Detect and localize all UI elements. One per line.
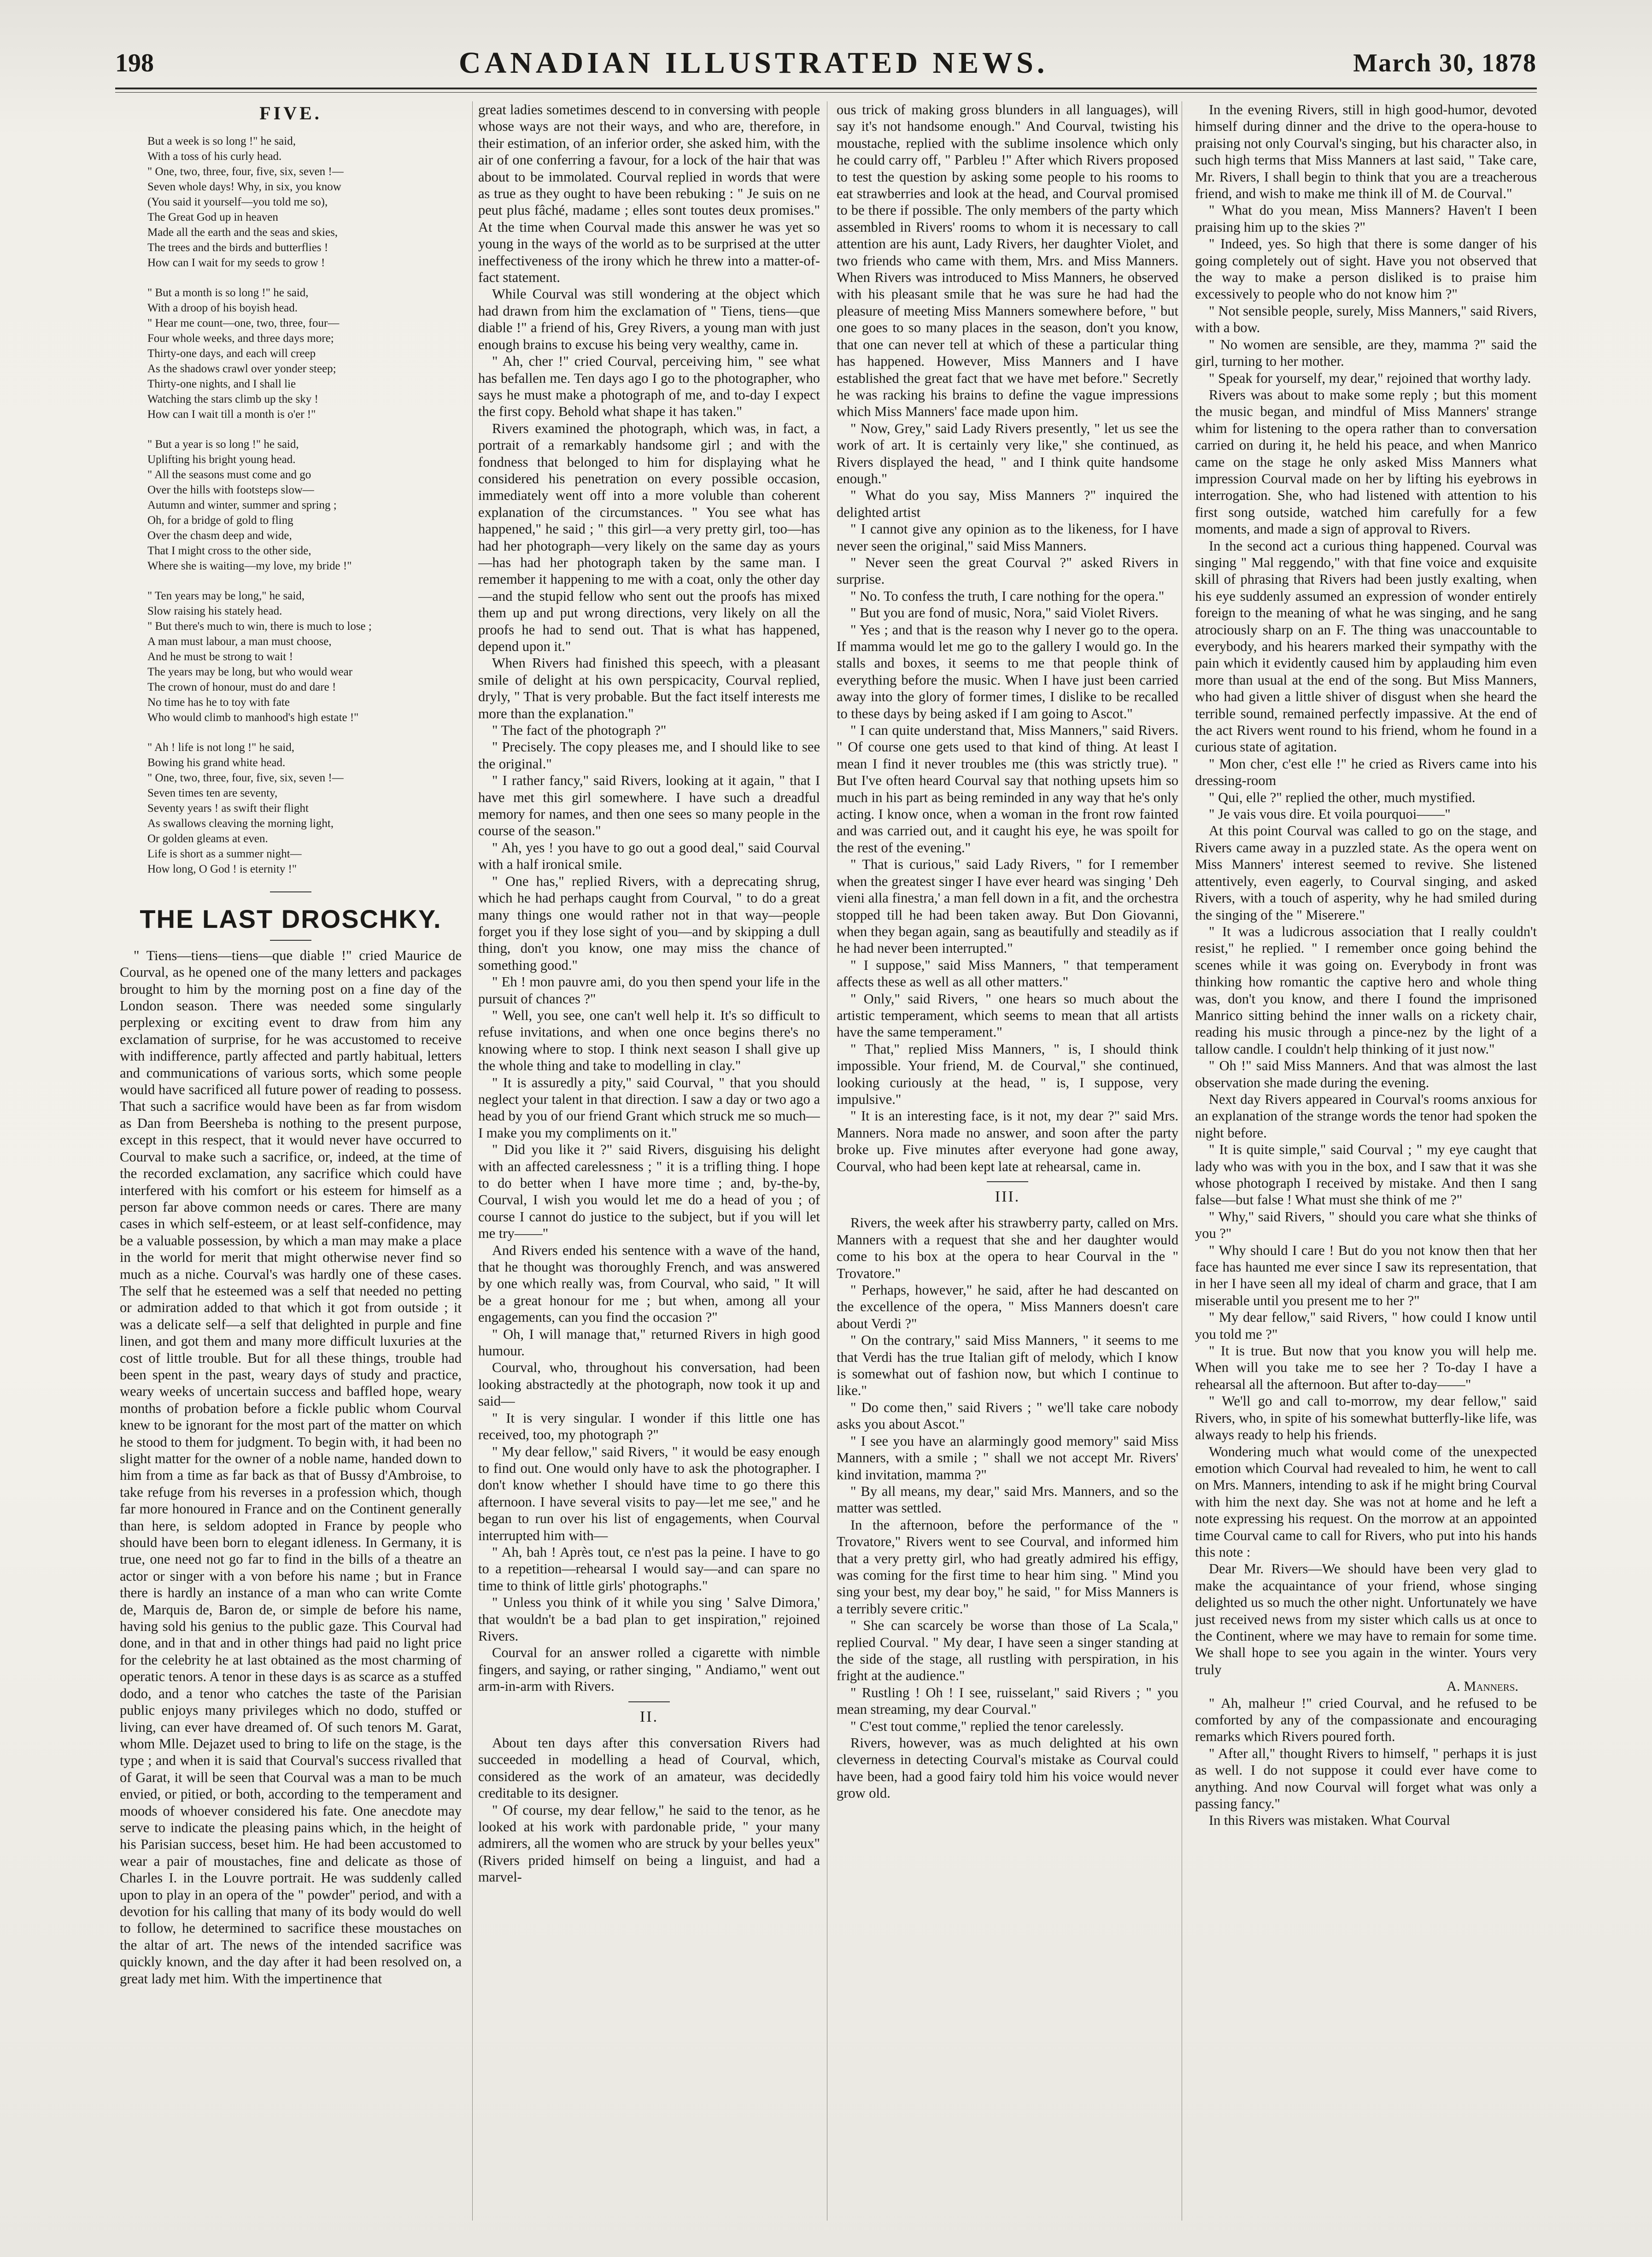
paragraph: " The fact of the photograph ?" [492, 722, 667, 739]
paragraph: " It is quite simple," said Courval ; " my eye caught that lady who was with you in the box, and I saw that it was she whose photograph I received by mistake. And then I sang false—but false ! What must she think of me ?" [1195, 1142, 1537, 1208]
paragraph: " What do you mean, Miss Manners? Haven't I been praising him up to the skies ?" [1195, 202, 1537, 235]
paragraph: " Why should I care ! But do you not know then that her face has haunted me ever since I saw its representation, that in her I have seen all my ideal of charm and grace, that I am miserable until you present me to her ?" [1195, 1242, 1537, 1308]
paragraph: " I cannot give any opinion as to the likeness, for I have never seen the original," said Miss Manners. [837, 521, 1178, 554]
paragraph: About ten days after this conversation Rivers had succeeded in modelling a head of Courval, which, considered as the work of an amateur, was decidedly creditable to its designer. [478, 1735, 820, 1801]
paragraph: great ladies sometimes descend to in conversing with people whose ways are not their ways, and who are, therefore, in their estimation, of an inferior order, she asked him, with the air of one conferring a favour, for a lock of the hair that was about to be immolated. Courval replied in words that were as true as they ought to have been rebuking : " Je suis on ne peut plus fâché, madame ; elles sont toutes deux promises." At the time when Courval made this answer he was yet so young in the ways of the world as to be surprised at the utter ineffectiveness of the irony which he threw into a matter-of-fact statement. [478, 102, 820, 286]
paragraph: " Oh !" said Miss Manners. And that was almost the last observation she made during the evening. [1195, 1058, 1537, 1090]
column-4 [1195, 101, 1537, 2221]
paragraph: " Only," said Rivers, " one hears so much about the artistic temperament, which seems to mean that all artists have the same temperament." [837, 991, 1178, 1040]
column-1 [120, 101, 462, 2221]
poem-stanza: " Ten years may be long," he said, Slow raising his stately head. " But there's much to win, there is much to lose ; A man must labour, a man must choose, And he must be strong to wait ! The years may be long, but who would wear The crown of honour, must do and dare ! No time has he to toy with fate Who would climb to manhood's high estate !" [147, 590, 372, 724]
paragraph: " Ah, bah ! Après tout, ce n'est pas la peine. I have to go to a repetition—rehearsal I would say—and can spare no time to think of little girls' photographs." [478, 1544, 820, 1594]
paragraph: In the evening Rivers, still in high good-humor, devoted himself during dinner and the drive to the opera-house to praising not only Courval's singing, but his character also, in such high terms that Miss Manners at last said, " Take care, Mr. Rivers, I shall begin to think that you are a treacherous friend, and wish to make me think ill of M. de Courval." [1195, 102, 1537, 202]
issue-date: March 30, 1878 [1353, 49, 1537, 77]
paragraph: " Not sensible people, surely, Miss Manners," said Rivers, with a bow. [1195, 303, 1537, 336]
paragraph: " Ah, yes ! you have to go out a good deal," said Courval with a half ironical smile. [478, 839, 820, 873]
paragraph: While Courval was still wondering at the object which had drawn from him the exclamation of " Tiens, tiens—que diable !" a friend of his, Grey Rivers, a young man with just enough brains to excuse his being very wealthy, came in. [478, 286, 820, 352]
paragraph: Rivers examined the photograph, which was, in fact, a portrait of a remarkably handsome girl ; and with the fondness that belonged to him for displaying what he considered his penetration on every possible occasion, immediately went off into a more voluble than coherent explanation of the circumstances. " You see what has happened," he said ; " this girl—a very pretty girl, too—has had her photograph—very likely on the same day as yours—has had her photograph taken by the same man. I remember it happening to me with a coat, only the other day—and the stupid fellow who sent out the proofs has mixed them up and put wrong directions, very likely on all the proofs he had to send out. That is what has happened, depend upon it." [478, 420, 820, 654]
paragraph: " It is an interesting face, is it not, my dear ?" said Mrs. Manners. Nora made no answer, and soon after the party broke up. Five minutes after everyone had gone away, Courval, who had been kept late at rehearsal, came in. [837, 1108, 1178, 1174]
column-2 [478, 101, 820, 2221]
section-heading: II. [639, 1708, 659, 1725]
paragraph: Rivers, however, was as much delighted at his own cleverness in detecting Courval's mistake as Courval could have been, had a good fairy told him his voice would never grow old. [837, 1735, 1178, 1801]
paragraph: " Ah, malheur !" cried Courval, and he refused to be comforted by any of the compassionate and encouraging remarks which Rivers poured forth. [1195, 1695, 1537, 1745]
paragraph: " Perhaps, however," he said, after he had descanted on the excellence of the opera, " Miss Manners doesn't care about Verdi ?" [837, 1282, 1178, 1331]
poem-stanza: " Ah ! life is not long !" he said, Bowing his grand white head. " One, two, three, four, five, six, seven !— Seven times ten are seventy, Seventy years ! as swift their flight As swallows cleaving the morning light, Or golden gleams at even. Life is short as a summer night— How long, O God ! is eternity !" [147, 741, 344, 876]
paragraph: " My dear fellow," said Rivers, " it would be easy enough to find out. One would only have to ask the photographer. I don't know whether I should have time to go there this afternoon. I have several visits to pay—let me see," and he began to run over his list of engagements, when Courval interrupted him with— [478, 1443, 820, 1543]
paragraph: " Eh ! mon pauvre ami, do you then spend your life in the pursuit of chances ?" [478, 974, 820, 1007]
paragraph: " Never seen the great Courval ?" asked Rivers in surprise. [837, 554, 1178, 587]
paragraph: " It is very singular. I wonder if this little one has received, too, my photograph ?" [478, 1410, 820, 1443]
header-rule-thin [115, 92, 1537, 93]
paragraph: Rivers, the week after his strawberry party, called on Mrs. Manners with a request that she and her daughter would come to his box at the opera to hear Courval in the " Trovatore." [837, 1215, 1178, 1281]
paragraph: " I can quite understand that, Miss Manners," said Rivers. " Of course one gets used to that kind of thing. At least I mean I find it never troubles me (this was strictly true). " But I've often heard Courval say that nothing upsets him so much in his part as being reminded in any way that he's only acting. I know once, when a woman in the front row fainted and was carried out, and it caught his eye, he was spoilt for the rest of the evening." [837, 722, 1178, 856]
paragraph: " Of course, my dear fellow," he said to the tenor, as he looked at his work with pardonable pride, " your many admirers, all the women who are struck by your belles yeux" (Rivers prided himself on being a linguist, and had a marvel- [478, 1802, 820, 1885]
paragraph: " On the contrary," said Miss Manners, " it seems to me that Verdi has the true Italian gift of melody, which I know is somewhat out of fashion now, but which I continue to like." [837, 1332, 1178, 1399]
paragraph: " Qui, elle ?" replied the other, much mystified. [1209, 789, 1476, 805]
paragraph: " Unless you think of it while you sing ' Salve Dimora,' that wouldn't be a bad plan to get inspiration," rejoined Rivers. [478, 1595, 820, 1644]
paragraph: " Tiens—tiens—tiens—que diable !" cried Maurice de Courval, as he opened one of the many letters and packages brought to him by the morning post on a fine day of the London season. There was needed some singularly perplexing or exciting event to draw from him any exclamation of surprise, for he was accustomed to receive with indifference, partly affected and partly habitual, letters and communications of various sorts, which some people would have sacrificed all future power of reading to possess. That such a sacrifice would have been as far from wisdom as Dan from Beersheba is nothing to the present purpose, except in this respect, that it would never have occurred to Courval to make such a sacrifice, or, indeed, at the time of the recorded exclamation, any sacrifice which could have interfered with his comfort or his esteem for himself as a person far above common needs or cares. There are many cases in which self-esteem, or at least self-confidence, may be a valuable possession, by which a man may make a place in the world for merit that might otherwise never find so much as a niche. Courval's was hardly one of these cases. The self that he esteemed was a self that needed no petting or admiration added to that which it got from outside ; it was a delicate self—a self that delighted in purple and fine linen, and got them and many more difficult luxuries at the cost of little trouble. But for all these things, trouble had been spent in the past, weary days of study and practice, weary weeks of uncertain success and baffled hope, weary months of probation before a fickle public whom Courval knew to be ignorant for the most part of the matter on which he stood to them for judgment. To begin with, it had been no slight matter for the owner of a noble name, handed down to him from a time as far back as that of Bussy d'Ambroise, to take refuge from his reverses in a profession which, though far more honoured in France and on the Continent generally than here, is seldom adopted in France by people who should have been born to elegant idleness. In Germany, it is true, one need not go far to find in the bills of a theatre an actor or singer with a von before his name ; but in France there is hardly an instance of a man who can write Comte de, Marquis de, Baron de, or simple de before his name, having sold his genius to the public gaze. This Courval had done, and in that and in other things had paid no light price for the celebrity he at last obtained as the most charming of operatic tenors. A tenor in these days is as scarce as a stuffed dodo, and a tenor who catches the taste of the Parisian public enjoys many privileges which no dodo, stuffed or living, can ever have dreamed of. Of such tenors M. Garat, whom Mlle. Dejazet used to bring to life on the stage, is the type ; and when it is said that Courval's success rivalled that of Garat, it will be seen that Courval was a man to be much envied, or pitied, or both, according to the temperament and moods of whoever considered his fate. One anecdote may serve to indicate the pleasing pains which, in the height of his Parisian success, beset him. He had been accustomed to wear a pair of moustaches, fine and delicate as those of Charles I. in the Louvre portrait. He was suddenly called upon to play in an opera of the " powder" period, and with a devotion for his calling that many of its body would do well to follow, he determined to sacrifice these moustaches on the altar of art. The news of the intended sacrifice was quickly known, and the day after it had been resolved on, a great lady met him. With the impertinence that [120, 947, 462, 1987]
letter-text: Dear Mr. Rivers—We should have been very glad to make the acquaintance of your friend, whose singing delighted us so much the other night. Unfortunately we have just received news from my sister which calls us at once to the Continent, where we may have to remain for some time. We shall hope to see you again in the winter. Yours very truly [1195, 1561, 1537, 1677]
paragraph: " That," replied Miss Manners, " is, I should think impossible. Your friend, M. de Courval," she continued, looking curiously at the head, " is, I suppose, very impulsive." [837, 1041, 1178, 1107]
paragraph: " Rustling ! Oh ! I see, ruisselant," said Rivers ; " you mean streaming, my dear Courval." [837, 1684, 1178, 1718]
divider-rule [270, 891, 311, 892]
paragraph: " Did you like it ?" said Rivers, disguising his delight with an affected carelessness ; " it is a trifling thing. I hope to do better when I have more time ; and, by-the-by, Courval, I wish you would let me do a head of you ; of course I cannot do justice to the subject, but if you will let me try——" [478, 1142, 820, 1242]
paragraph: " Yes ; and that is the reason why I never go to the opera. If mamma would let me go to the gallery I would go. In the stalls and boxes, it seems to me that people think of everything before the music. When I have just been carried away into the glory of former times, I dislike to be recalled to these days by being asked if I am going to Ascot." [837, 621, 1178, 721]
paragraph: In the afternoon, before the performance of the " Trovatore," Rivers went to see Courval, and informed him that a very pretty girl, who had greatly admired his effigy, was coming for the first time to hear him sing. " Mind you sing your best, my dear boy," he said, " for Miss Manners is a terribly severe critic." [837, 1517, 1178, 1617]
paragraph: " No women are sensible, are they, mamma ?" said the girl, turning to her mother. [1195, 336, 1537, 369]
paragraph: " My dear fellow," said Rivers, " how could I know until you told me ?" [1195, 1309, 1537, 1342]
letter-signature: A. Manners. [1446, 1678, 1518, 1694]
poem-stanza: But a week is so long !" he said, With a toss of his curly head. " One, two, three, four, five, six, seven !— Seven whole days! Why, in six, you know (You said it yourself—you told me so), The Great God up in heaven Made all the earth and the seas and skies, The trees and the birds and butterflies ! How can I wait for my seeds to grow ! [147, 135, 344, 270]
paragraph: Wondering much what would come of the unexpected emotion which Courval had revealed to him, he went to call on Mrs. Manners, intending to ask if he might bring Courval with him the next day. She was not at home and he left a note expressing his request. On the morrow at an appointed time Courval came to call for Rivers, who put into his hands this note : [1195, 1443, 1537, 1560]
paragraph: At this point Courval was called to go on the stage, and Rivers came away in a puzzled state. As the opera went on Miss Manners' interest seemed to revive. She listened attentively, even eagerly, to Courval singing, and asked Rivers, with a touch of asperity, why he had smiled during the singing of the " Miserere." [1195, 823, 1537, 923]
paragraph: " I rather fancy," said Rivers, looking at it again, " that I have met this girl somewhere. I have such a dreadful memory for names, and then one sees so many people in the course of the season." [478, 773, 820, 839]
header-rule [115, 88, 1537, 89]
article-columns [120, 101, 1539, 2221]
paragraph: " We'll go and call to-morrow, my dear fellow," said Rivers, who, in spite of his somewhat butterfly-like life, was always ready to help his friends. [1195, 1393, 1537, 1443]
poem-stanza: " But a year is so long !" he said, Uplifting his bright young head. " All the seasons must come and go Over the hills with footsteps slow— Autumn and winter, summer and spring ; Oh, for a bridge of gold to fling Over the chasm deep and wide, That I might cross to the other side, Where she is waiting—my love, my bride !" [147, 438, 352, 573]
paragraph: " She can scarcely be worse than those of La Scala," replied Courval. " My dear, I have seen a singer standing at the side of the stage, all rustling with perspiration, in his fright at the audience." [837, 1618, 1178, 1684]
paragraph: " Ah, cher !" cried Courval, perceiving him, " see what has befallen me. Ten days ago I go to the photographer, who says he must make a photograph of me, and to-day I expect the first copy. Behold what shape it has taken." [478, 353, 820, 420]
paragraph: Courval, who, throughout his conversation, had been looking abstractedly at the photograph, now took it up and said— [478, 1360, 820, 1409]
paragraph: " Precisely. The copy pleases me, and I should like to see the original." [478, 739, 820, 772]
poem-stanza: " But a month is so long !" he said, With a droop of his boyish head. " Hear me count—one, two, three, four— Four whole weeks, and three days more; Thirty-one days, and each will creep As the shadows crawl over yonder steep; Thirty-one nights, and I shall lie Watching the stars climb up the sky ! How can I wait till a month is o'er !" [147, 287, 340, 421]
paragraph: " That is curious," said Lady Rivers, " for I remember when the greatest singer I have ever heard was singing ' Deh vieni alla finestra,' a man fell down in a fit, and the orchestra stopped till he had been taken away. But Don Giovanni, when they began again, sang as beautifully and steadily as if he had never been interrupted." [837, 856, 1178, 956]
paragraph: " Oh, I will manage that," returned Rivers in high good humour. [478, 1326, 820, 1359]
paragraph: " Mon cher, c'est elle !" he cried as Rivers came into his dressing-room [1195, 756, 1537, 789]
paragraph: " I suppose," said Miss Manners, " that temperament affects these as well as all other matters." [837, 957, 1178, 990]
paragraph: Rivers was about to make some reply ; but this moment the music began, and mindful of Miss Manners' strange whim for listening to the opera rather than to conversation carried on during it, he held his peace, and when Manrico came on the stage he only asked Miss Manners what impression Courval made on her by lifting his eyebrows in interrogation. She, who had listened with attention to his first song outside, watched him carefully for a few moments, and made a sign of approval to Rivers. [1195, 387, 1537, 537]
paragraph: " No. To confess the truth, I care nothing for the opera." [850, 588, 1165, 604]
paragraph: " One has," replied Rivers, with a deprecating shrug, which he had perhaps caught from Courval, " to do a great many things one would rather not in that way—people forget you if they lose sight of you—and by skipping a dull thing, don't you know, one may miss the chance of something good." [478, 873, 820, 973]
section-heading: III. [995, 1188, 1020, 1205]
paragraph: Courval for an answer rolled a cigarette with nimble fingers, and saying, or rather singing, " Andiamo," went out arm-in-arm with Rivers. [478, 1645, 820, 1694]
paragraph: " After all," thought Rivers to himself, " perhaps it is just as well. I do not suppose it could ever have come to anything. And now Courval will forget what was only a passing fancy." [1195, 1745, 1537, 1812]
paragraph: " Do come then," said Rivers ; " we'll take care nobody asks you about Ascot." [837, 1399, 1178, 1432]
divider-rule [628, 1701, 670, 1702]
column-3 [837, 101, 1178, 2221]
page-number: 198 [115, 49, 154, 77]
paragraph: " Speak for yourself, my dear," rejoined that worthy lady. [1209, 370, 1531, 386]
paragraph: " By all means, my dear," said Mrs. Manners, and so the matter was settled. [837, 1483, 1178, 1516]
paragraph: " Why," said Rivers, " should you care what she thinks of you ?" [1195, 1208, 1537, 1242]
paragraph: ous trick of making gross blunders in all languages), will say it's not handsome enough." And Courval, twisting his moustache, replied with the sublime insolence which only he could carry off, " Parbleu !" After which Rivers proposed to test the question by asking some people to his rooms to eat strawberries and look at the head, and Courval promised to be there if possible. The only members of the party which assembled in Rivers' rooms to whom it is necessary to call attention are his aunt, Lady Rivers, her daughter Violet, and two friends who came with them, Mrs. and Miss Manners. When Rivers was introduced to Miss Manners, he observed with his pleasant smile that he was sure he had had the pleasure of meeting Miss Manners somewhere before, " but one goes to so many places in the season, don't you know, that one can never tell at which of these a particular thing has happened. However, Miss Manners and I have established the great fact that we have met before." Secretly he was racking his brains to define the vague impressions which Miss Manners' face made upon him. [837, 102, 1178, 420]
paragraph: " But you are fond of music, Nora," said Violet Rivers. [850, 605, 1159, 621]
paragraph: " Je vais vous dire. Et voila pourquoi——" [1209, 806, 1451, 822]
page-header [115, 42, 1537, 84]
paragraph: " C'est tout comme," replied the tenor carelessly. [850, 1718, 1124, 1734]
paragraph: And Rivers ended his sentence with a wave of the hand, that he thought was thoroughly French, and was answered by one which really was, from Courval, who said, " It will be a great honour for me ; but when, among all your engagements, can you find the occasion ?" [478, 1242, 820, 1325]
paragraph: " It is true. But now that you know you will help me. When will you take me to see her ? To-day I have a rehearsal all the afternoon. But after to-day——" [1195, 1343, 1537, 1392]
paragraph: When Rivers had finished this speech, with a pleasant smile of delight at his own perspicacity, Courval replied, dryly, " That is very probable. But the fact itself interests me more than the explanation." [478, 655, 820, 721]
paragraph: In this Rivers was mistaken. What Courval [1209, 1812, 1450, 1829]
paragraph: " What do you say, Miss Manners ?" inquired the delighted artist [837, 487, 1178, 520]
paragraph: " Indeed, yes. So high that there is some danger of his going completely out of sight. Have you not observed that the way to make a person disliked is to praise him excessively to people who do not know him ?" [1195, 236, 1537, 302]
divider-rule [270, 940, 311, 941]
paragraph: " Well, you see, one can't well help it. It's so difficult to refuse invitations, and when one once begins there's no knowing where to stop. I think next season I shall give up the whole thing and take to modelling in clay." [478, 1007, 820, 1074]
paragraph: In the second act a curious thing happened. Courval was singing " Mal reggendo," with that fine voice and exquisite skill of phrasing that Rivers had been justly exalting, when his eye suddenly assumed an expression of wonder entirely foreign to the meaning of what he was singing, and he sang atrociously sharp on an F. The thing was unaccountable to everybody, and his hearers marked their sympathy with the pain which it evidently caused him by applauding him even more than usual at the end of the song. But Miss Manners, who had given a little shiver of disgust when she heard the terrible sound, remained perfectly impassive. At the end of the act Rivers went round to his friend, whom he found in a curious state of agitation. [1195, 538, 1537, 755]
paragraph: " It is assuredly a pity," said Courval, " that you should neglect your talent in that direction. I saw a day or two ago a head by you of our friend Grant which struck me so much—I make you my compliments on it." [478, 1074, 820, 1141]
publication-title: CANADIAN ILLUSTRATED NEWS. [458, 46, 1049, 80]
paragraph: " Now, Grey," said Lady Rivers presently, " let us see the work of art. It is certainly very like," she continued, as Rivers displayed the head, " and I think quite handsome enough." [837, 420, 1178, 487]
divider-rule [987, 1181, 1028, 1182]
story-title: THE LAST DROSCHKY. [140, 904, 442, 934]
paragraph: " It was a ludicrous association that I really couldn't resist," he replied. " I remember once going behind the scenes while it was going on. Everybody in front was thinking how romantic the captive hero and whole thing was, don't you know, and there I found the imprisoned Manrico sitting behind the inner walls on a rickety chair, reading his music through a pince-nez by the light of a tallow candle. I couldn't help thinking of it just now." [1195, 923, 1537, 1057]
paragraph: Next day Rivers appeared in Courval's rooms anxious for an explanation of the strange words the tenor had spoken the night before. [1195, 1091, 1537, 1141]
poem-title: FIVE. [259, 103, 322, 123]
paragraph: " I see you have an alarmingly good memory" said Miss Manners, with a smile ; " shall we not accept Mr. Rivers' kind invitation, mamma ?" [837, 1433, 1178, 1483]
